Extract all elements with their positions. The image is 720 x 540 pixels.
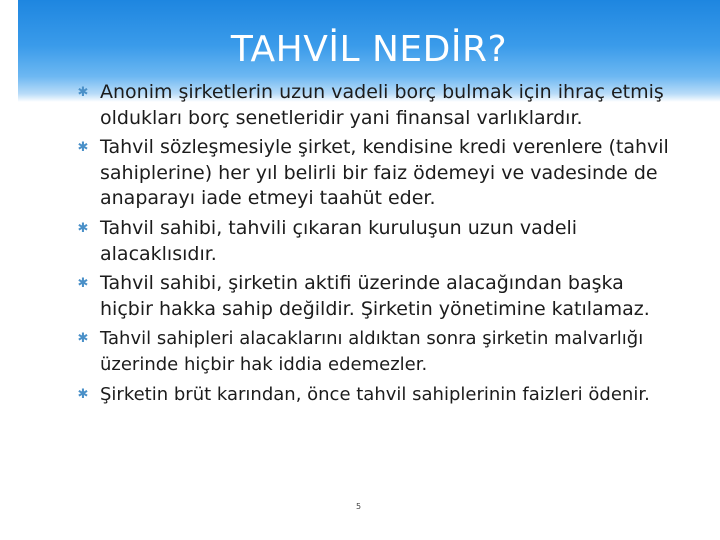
bullet-item	[78, 80, 678, 131]
asterisk-icon: ✱	[77, 386, 89, 402]
bullet-item	[78, 216, 678, 267]
page-number: 5	[356, 502, 362, 511]
bullet-text: Anonim şirketlerin uzun vadeli borç bulmak için ihraç etmiş oldukları borç senetleridir yani finansal varlıklardır.	[100, 81, 664, 129]
bullet-item	[78, 271, 678, 322]
bullet-list	[78, 80, 678, 411]
bullet-text: Tahvil sözleşmesiyle şirket, kendisine kredi verenlere (tahvil sahiplerine) her yıl belirli bir faiz ödemeyi ve vadesinde de anaparayı iade etmeyi taahüt eder.	[100, 136, 669, 210]
asterisk-icon: ✱	[77, 220, 89, 236]
asterisk-icon: ✱	[77, 85, 89, 100]
bullet-text: Şirketin brüt karından, önce tahvil sahiplerinin faizleri ödenir.	[100, 383, 650, 405]
bullet-text: Tahvil sahibi, şirketin aktifi üzerinde alacağından başka hiçbir hakka sahip değildir. Şirketin yönetimine katılamaz.	[100, 272, 650, 320]
slide-title: TAHVİL NEDİR?	[230, 29, 508, 70]
asterisk-icon: ✱	[77, 140, 89, 156]
bullet-text: Tahvil sahibi, tahvili çıkaran kuruluşun uzun vadeli alacaklısıdır.	[100, 216, 578, 265]
asterisk-icon: ✱	[77, 331, 89, 347]
bullet-item	[78, 326, 678, 377]
asterisk-icon: ✱	[77, 276, 89, 292]
bullet-text: Tahvil sahipleri alacaklarını aldıktan sonra şirketin malvarlığı üzerinde hiçbir hak iddia edemezler.	[100, 328, 644, 375]
bullet-item	[78, 382, 678, 408]
bullet-item	[78, 135, 678, 212]
